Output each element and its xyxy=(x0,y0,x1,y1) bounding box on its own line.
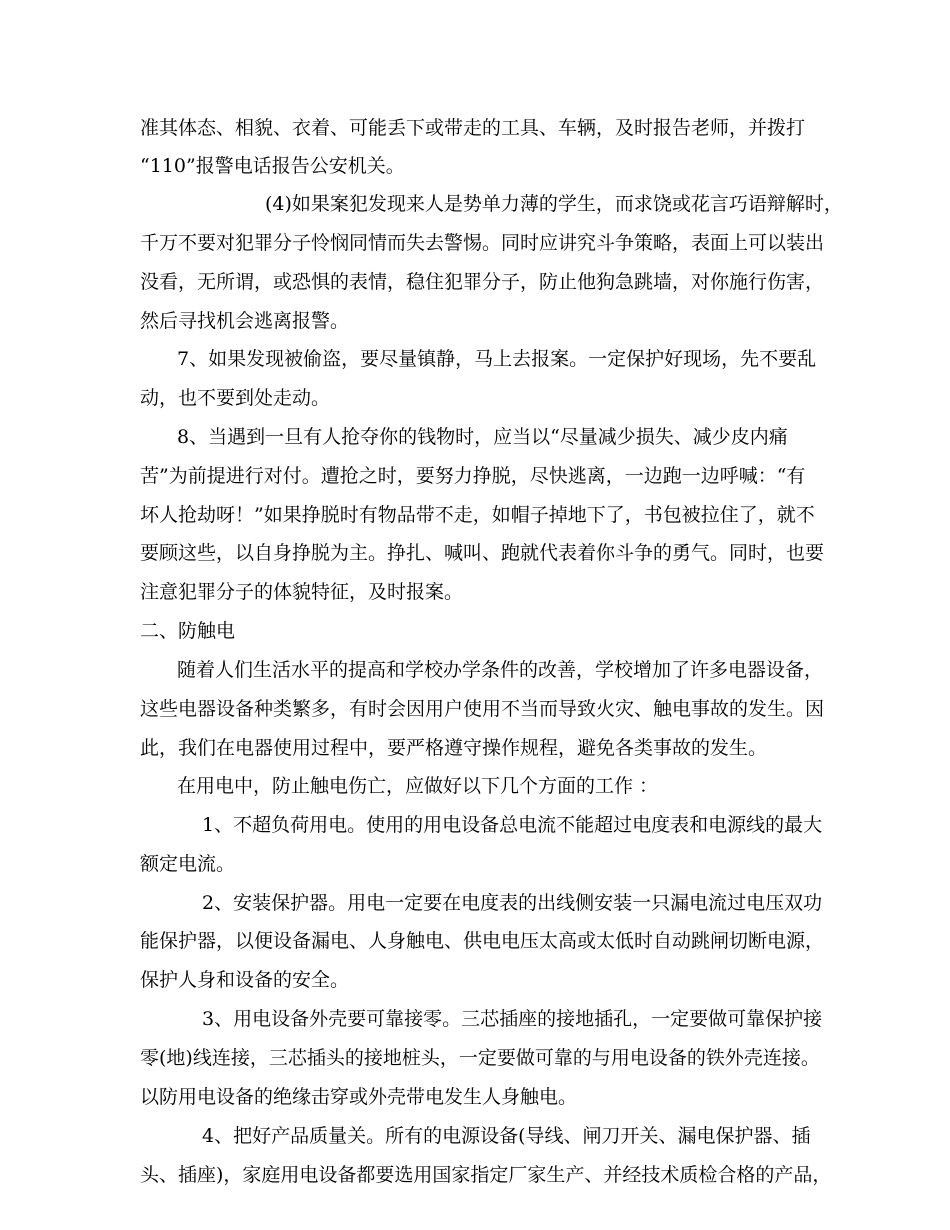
paragraph-line: 坏人抢劫呀！”如果挣脱时有物品带不走，如帽子掉地下了，书包被拉住了，就不 xyxy=(140,504,815,526)
paragraph-line: 1、不超负荷用电。使用的用电设备总电流不能超过电度表和电源线的最大 xyxy=(202,814,823,836)
paragraph-line: 准其体态、相貌、衣着、可能丢下或带走的工具、车辆，及时报告老师，并拨打 xyxy=(140,117,806,139)
paragraph-line: 额定电流。 xyxy=(140,853,236,875)
paragraph-line: 零(地)线连接，三芯插头的接地桩头，一定要做可靠的与用电设备的铁外壳连接。 xyxy=(140,1047,820,1069)
paragraph-line: 然后寻找机会逃离报警。 xyxy=(140,310,350,332)
paragraph-line: 要顾这些，以自身挣脱为主。挣扎、喊叫、跑就代表着你斗争的勇气。同时，也要 xyxy=(140,542,825,564)
paragraph-line: 注意犯罪分子的体貌特征，及时报案。 xyxy=(140,581,464,603)
paragraph-line: 动，也不要到处走动。 xyxy=(140,387,331,409)
paragraph-line: 在用电中，防止触电伤亡，应做好以下几个方面的工作 ： xyxy=(177,775,659,797)
paragraph-line: 7、如果发现被偷盗，要尽量镇静，马上去报案。一定保护好现场，先不要乱 xyxy=(177,348,817,370)
paragraph-line: 这些电器设备种类繁多，有时会因用户使用不当而导致火灾、触电事故的发生。因 xyxy=(140,698,825,720)
paragraph-line: (4)如果案犯发现来人是势单力薄的学生，而求饶或花言巧语辩解时， xyxy=(265,193,843,215)
paragraph-line: 此，我们在电器使用过程中，要严格遵守操作规程，避免各类事故的发生。 xyxy=(140,737,768,759)
paragraph-line: “110”报警电话报告公安机关。 xyxy=(140,155,405,177)
paragraph-line: 千万不要对犯罪分子怜悯同情而失去警惕。同时应讲究斗争策略，表面上可以装出 xyxy=(140,232,825,254)
paragraph-line: 苦”为前提进行对付。遭抢之时，要努力挣脱，尽快逃离，一边跑一边呼喊：“有 xyxy=(140,465,806,487)
paragraph-line: 能保护器，以便设备漏电、人身触电、供电电压太高或太低时自动跳闸切断电源， xyxy=(140,930,825,952)
paragraph-line: 保护人身和设备的安全。 xyxy=(140,969,350,991)
paragraph-line: 8、当遇到一旦有人抢夺你的钱物时，应当以“尽量减少损失、减少皮内痛 xyxy=(177,426,788,448)
section-heading: 二、防触电 xyxy=(140,620,236,642)
paragraph-line: 没看，无所谓，或恐惧的表情，稳住犯罪分子，防止他狗急跳墙，对你施行伤害， xyxy=(140,271,825,293)
paragraph-line: 2、安装保护器。用电一定要在电度表的出线侧安装一只漏电流过电压双功 xyxy=(202,892,823,914)
paragraph-line: 头、插座)，家庭用电设备都要选用国家指定厂家生产、并经技术质检合格的产品， xyxy=(140,1164,832,1186)
paragraph-line: 3、用电设备外壳要可靠接零。三芯插座的接地插孔，一定要做可靠保护接 xyxy=(202,1008,823,1030)
paragraph-line: 随着人们生活水平的提高和学校办学条件的改善，学校增加了许多电器设备， xyxy=(177,659,824,681)
paragraph-line: 以防用电设备的绝缘击穿或外壳带电发生人身触电。 xyxy=(140,1086,578,1108)
paragraph-line: 4、把好产品质量关。所有的电源设备(导线、闸刀开关、漏电保护器、插 xyxy=(202,1125,811,1147)
